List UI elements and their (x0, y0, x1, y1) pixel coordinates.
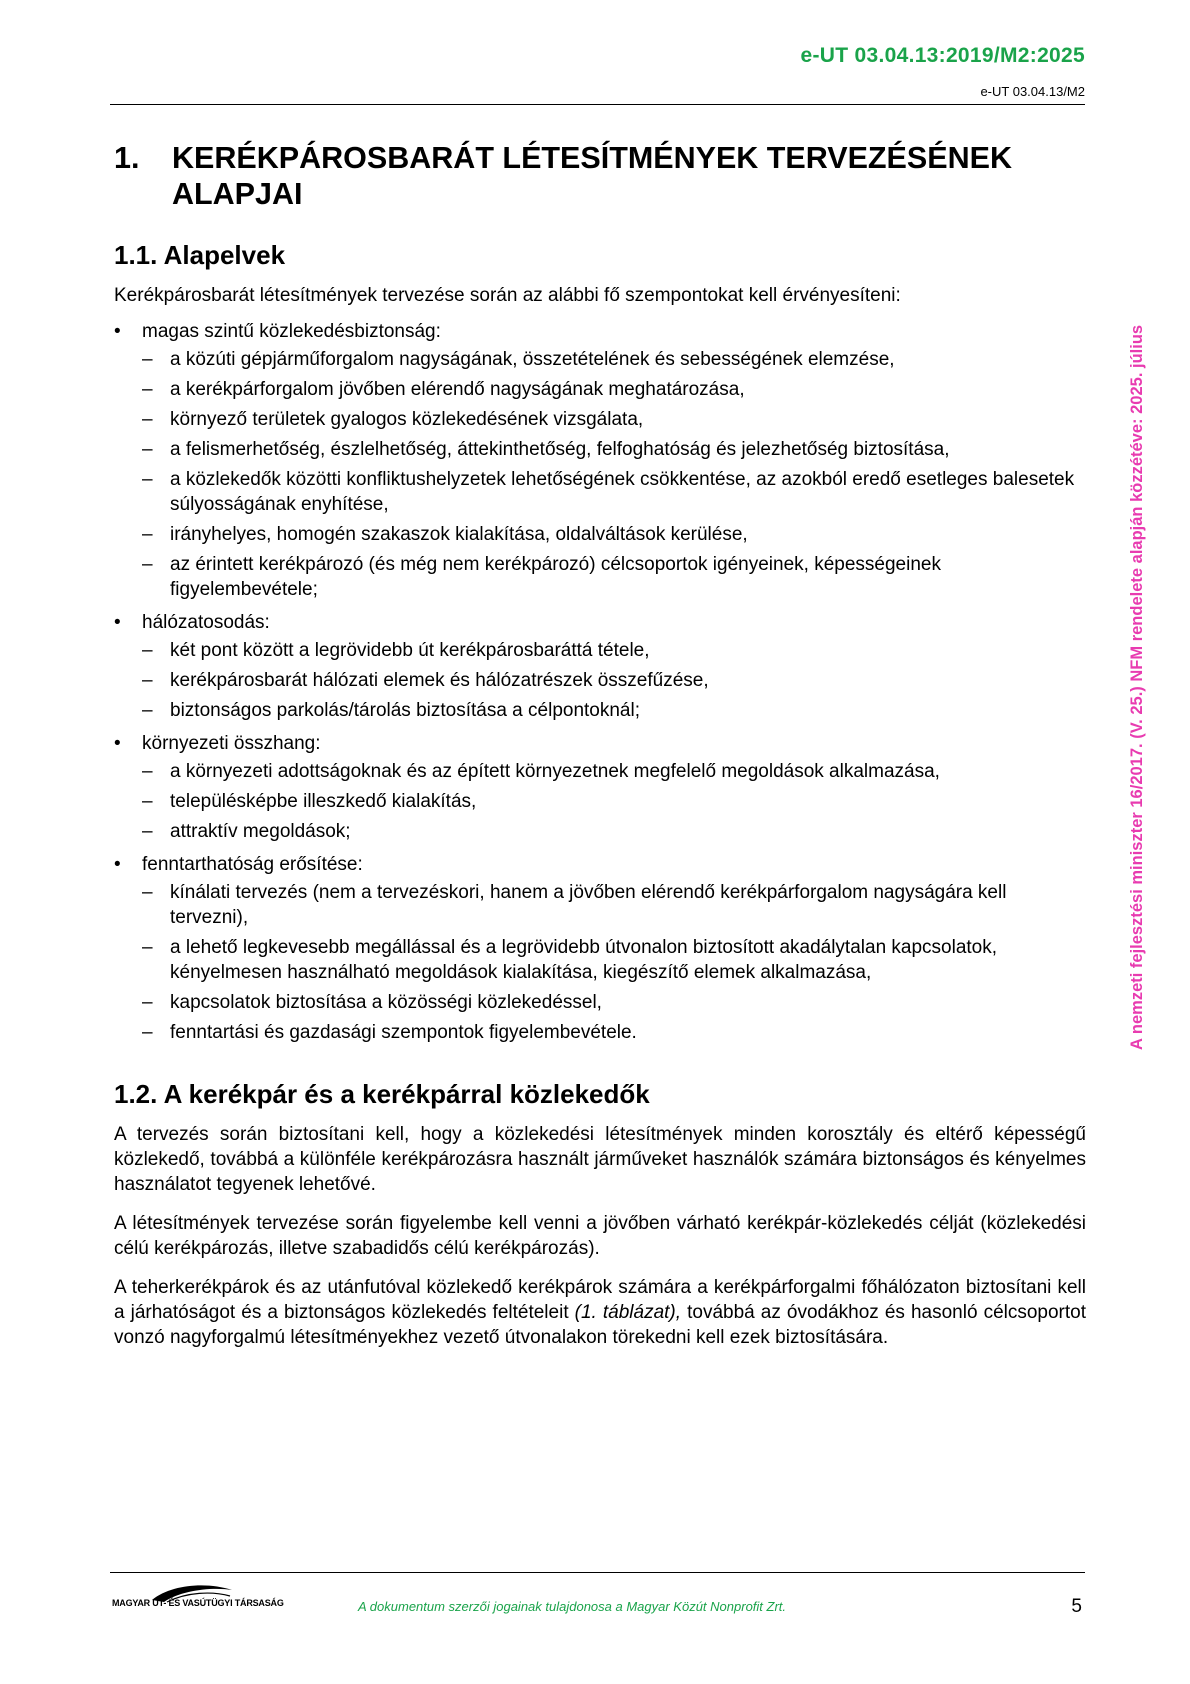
dash-icon: – (142, 761, 153, 782)
list-item (142, 789, 1086, 814)
list-item-text: a közlekedők közötti konfliktushelyzetek lehetőségének csökkentése, az azokból eredő esetleges balesetek súlyosságának enyhítése, (170, 469, 1075, 515)
dash-icon: – (142, 349, 153, 370)
list-item (142, 990, 1086, 1015)
list-item (142, 347, 1086, 372)
list-item-text: kapcsolatok biztosítása a közösségi közlekedéssel, (170, 992, 602, 1013)
bullet-icon: • (114, 733, 121, 754)
chapter-title: KERÉKPÁROSBARÁT LÉTESÍTMÉNYEK TERVEZÉSÉNEK ALAPJAI (172, 141, 1012, 211)
bullet-icon: • (114, 321, 121, 342)
list-item-text: a környezeti adottságoknak és az épített környezetnek megfelelő megoldások alkalmazása, (170, 761, 940, 782)
principle-group (114, 731, 1086, 844)
document-code: e-UT 03.04.13:2019/M2:2025 (800, 44, 1085, 67)
list-item-text: településképbe illeszkedő kialakítás, (170, 791, 477, 812)
dash-icon: – (142, 791, 153, 812)
paragraph-text: A teherkerékpárok és az utánfutóval közlekedő kerékpárok számára a kerékpárforgalmi főhálózaton biztosítani kell a járhatóságot és a biztonságos közlekedés feltételeit (114, 1277, 1086, 1323)
list-item-text: a lehető legkevesebb megállással és a legrövidebb útvonalon biztosított akadálytalan kapcsolatok, kényelmesen használható megoldások kialakítása, kiegészítő elemek alkalmazása, (170, 937, 998, 983)
dash-icon: – (142, 379, 153, 400)
dash-icon: – (142, 821, 153, 842)
principle-group (114, 319, 1086, 602)
organization-name: MAGYAR ÚT- ÉS VASÚTÜGYI TÁRSASÁG (112, 1598, 284, 1608)
table-reference: (1. táblázat), (574, 1302, 682, 1323)
dash-icon: – (142, 554, 153, 575)
list-item (142, 467, 1086, 517)
principle-group (114, 610, 1086, 723)
dash-icon: – (142, 469, 153, 490)
copyright-notice: A dokumentum szerzői jogainak tulajdonosa a Magyar Közút Nonprofit Zrt. (358, 1599, 787, 1614)
list-item-text: az érintett kerékpározó (és még nem kerékpározó) célcsoportok igényeinek, képességeinek figyelembevétele; (170, 554, 941, 600)
dash-icon: – (142, 409, 153, 430)
principle-label: környezeti összhang: (142, 733, 321, 754)
principle-items (142, 347, 1086, 602)
chapter-heading (114, 140, 1086, 212)
list-item (142, 1020, 1086, 1045)
principle-label: fenntarthatóság erősítése: (142, 854, 363, 875)
list-item-text: a kerékpárforgalom jövőben elérendő nagyságának meghatározása, (170, 379, 745, 400)
principle-label: magas szintű közlekedésbiztonság: (142, 321, 441, 342)
list-item-text: a felismerhetőség, észlelhetőség, áttekinthetőség, felfoghatóság és jelezhetőség biztosítása, (170, 439, 950, 460)
list-item-text: kínálati tervezés (nem a tervezéskori, hanem a jövőben elérendő kerékpárforgalom nagyságára kell tervezni), (170, 882, 1007, 928)
page-content (114, 140, 1086, 1364)
section-intro: Kerékpárosbarát létesítmények tervezése során az alábbi fő szempontokat kell érvényesíteni: (114, 285, 901, 306)
list-item (142, 522, 1086, 547)
principle-items (142, 880, 1086, 1045)
document-subcode: e-UT 03.04.13/M2 (980, 84, 1085, 99)
principle-label: hálózatosodás: (142, 612, 270, 633)
dash-icon: – (142, 1022, 153, 1043)
list-item (142, 437, 1086, 462)
chapter-number: 1. (114, 141, 140, 175)
dash-icon: – (142, 670, 153, 691)
paragraph: A tervezés során biztosítani kell, hogy a közlekedési létesítmények minden korosztály és eltérő képességű közlekedő, továbbá a különféle kerékpározásra használt járműveket használók számára biztonságos és kényelmes használatot tegyenek lehetővé. (114, 1124, 1086, 1195)
list-item (142, 638, 1086, 663)
list-item (142, 819, 1086, 844)
principle-group (114, 852, 1086, 1045)
header-divider (110, 104, 1085, 105)
dash-icon: – (142, 439, 153, 460)
list-item (142, 935, 1086, 985)
paragraph-text: továbbá az óvodákhoz és hasonló célcsoportot vonzó nagyforgalmú létesítményekhez vezető útvonalakon törekedni kell ezek biztosítására. (114, 1302, 1087, 1348)
list-item-text: attraktív megoldások; (170, 821, 351, 842)
principle-items (142, 638, 1086, 723)
list-item-text: két pont között a legrövidebb út kerékpárosbaráttá tétele, (170, 640, 650, 661)
dash-icon: – (142, 937, 153, 958)
list-item-text: irányhelyes, homogén szakaszok kialakítása, oldalváltások kerülése, (170, 524, 748, 545)
list-item-text: a közúti gépjárműforgalom nagyságának, összetételének és sebességének elemzése, (170, 349, 895, 370)
section-1-2 (114, 1079, 1086, 1350)
dash-icon: – (142, 640, 153, 661)
list-item-text: kerékpárosbarát hálózati elemek és hálózatrészek összefűzése, (170, 670, 709, 691)
section-heading-1-1: 1.1. Alapelvek (114, 240, 286, 270)
list-item (142, 668, 1086, 693)
page-number: 5 (1071, 1596, 1082, 1617)
list-item-text: fenntartási és gazdasági szempontok figyelembevétele. (170, 1022, 637, 1043)
publication-side-note: A nemzeti fejlesztési miniszter 16/2017. (V. 25.) NFM rendelete alapján közzétéve: 2025. július (1128, 324, 1146, 1050)
list-item-text: környező területek gyalogos közlekedésének vizsgálata, (170, 409, 644, 430)
bullet-icon: • (114, 854, 121, 875)
list-item (142, 407, 1086, 432)
list-item (142, 552, 1086, 602)
list-item (142, 759, 1086, 784)
paragraph (114, 1275, 1086, 1350)
principle-items (142, 759, 1086, 844)
dash-icon: – (142, 992, 153, 1013)
principles-list (114, 319, 1086, 1045)
list-item (142, 698, 1086, 723)
list-item (142, 880, 1086, 930)
paragraph: A létesítmények tervezése során figyelembe kell venni a jövőben várható kerékpár-közlekedés célját (közlekedési célú kerékpározás, illetve szabadidős célú kerékpározás). (114, 1213, 1086, 1259)
list-item-text: biztonságos parkolás/tárolás biztosítása a célpontoknál; (170, 700, 640, 721)
dash-icon: – (142, 524, 153, 545)
section-heading-1-2: 1.2. A kerékpár és a kerékpárral közlekedők (114, 1079, 650, 1109)
dash-icon: – (142, 700, 153, 721)
list-item (142, 377, 1086, 402)
bullet-icon: • (114, 612, 121, 633)
dash-icon: – (142, 882, 153, 903)
footer-divider (110, 1572, 1085, 1573)
